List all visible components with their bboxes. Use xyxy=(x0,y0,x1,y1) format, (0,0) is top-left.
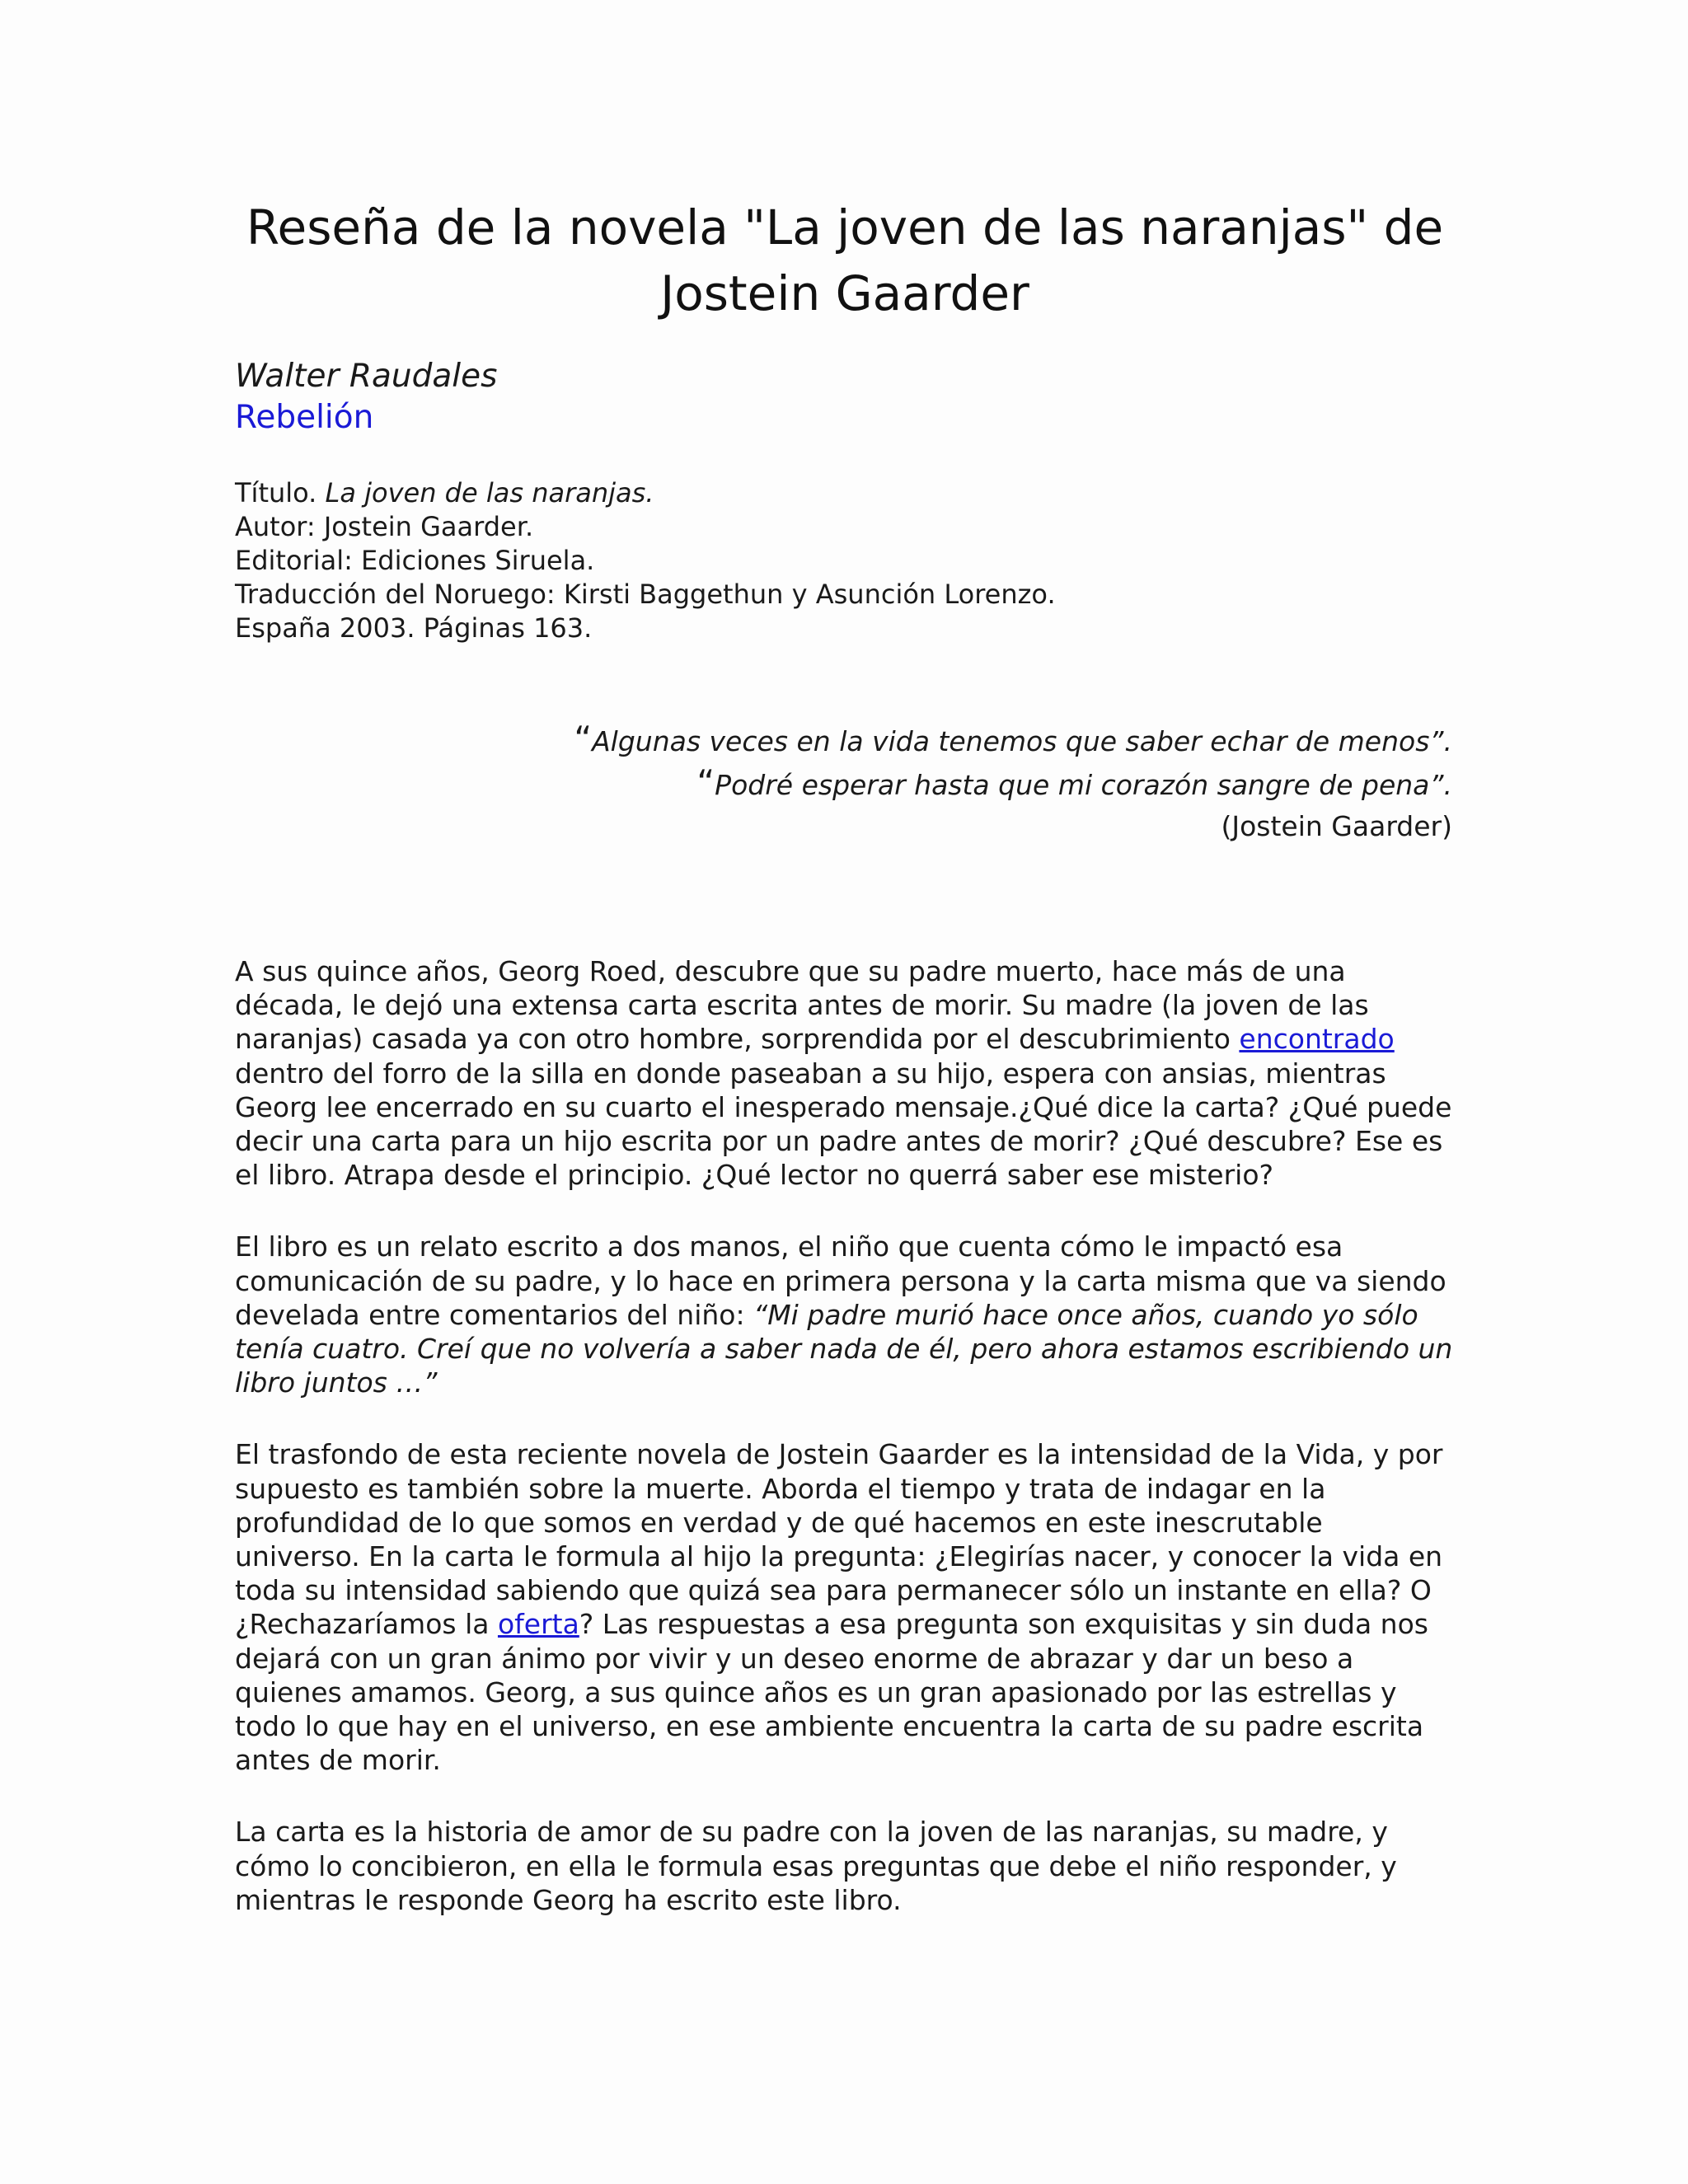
paragraph-3 xyxy=(235,1437,1455,1777)
meta-country-line: España 2003. Páginas 163. xyxy=(235,612,593,644)
meta-author-line: Autor: Jostein Gaarder. xyxy=(235,511,534,542)
paragraph-1-part-a: A sus quince años, Georg Roed, descubre que su padre muerto, hace más de una década, le dejó una extensa carta escrita antes de morir. Su madre (la joven de las naranjas) casada ya con otro hombre, sorprendida por el descubrimiento xyxy=(235,955,1369,1056)
link-oferta[interactable]: oferta xyxy=(497,1608,579,1641)
meta-translation-line: Traducción del Noruego: Kirsti Baggethun y Asunción Lorenzo. xyxy=(235,579,1056,610)
page-title-line-1: Reseña de la novela "La joven de las naranjas" de xyxy=(246,199,1444,255)
article-body xyxy=(235,954,1455,1955)
paragraph-1-part-b: dentro del forro de la silla en donde paseaban a su hijo, espera con ansias, mientras Georg lee encerrado en su cuarto el inesperado mensaje.¿Qué dice la carta? ¿Qué puede decir una carta para un hijo escrita por un padre antes de morir? ¿Qué descubre? Ese es el libro. Atrapa desde el principio. ¿Qué lector no querrá saber ese misterio? xyxy=(235,1057,1452,1192)
quote-open-mark: “ xyxy=(696,762,715,803)
author-name: Walter Raudales xyxy=(235,358,498,395)
paragraph-3-part-a: El trasfondo de esta reciente novela de Jostein Gaarder es la intensidad de la Vida, y por supuesto es también sobre la muerte. Aborda el tiempo y trata de indagar en la profundidad de lo que somos en verdad y de qué hacemos en este inescrutable universo. En la carta le formula al hijo la pregunta: ¿Elegirías nacer, y conocer la vida en toda su intensidad sabiendo que quizá sea para permanecer sólo un instante en ella? O ¿Rechazaríamos la xyxy=(235,1438,1443,1641)
paragraph-2 xyxy=(235,1230,1455,1399)
meta-publisher-line: Editorial: Ediciones Siruela. xyxy=(235,545,595,576)
paragraph-2-quote: “Mi padre murió hace once años, cuando yo sólo tenía cuatro. Creí que no volvería a saber nada de él, pero ahora estamos escribiendo un libro juntos …” xyxy=(235,1298,1453,1399)
page-title xyxy=(206,194,1484,326)
epigraph-attribution: (Jostein Gaarder) xyxy=(1221,810,1452,842)
quote-open-mark: “ xyxy=(574,719,593,759)
epigraph xyxy=(298,719,1452,847)
paragraph-1 xyxy=(235,954,1455,1192)
link-encontrado[interactable]: encontrado xyxy=(1239,1023,1395,1056)
paragraph-4: La carta es la historia de amor de su padre con la joven de las naranjas, su madre, y cómo lo concibieron, en ella le formula esas preguntas que debe el niño responder, y mientras le responde Georg ha escrito este libro. xyxy=(235,1816,1397,1916)
source-name: Rebelión xyxy=(235,399,374,436)
epigraph-quote-2 xyxy=(298,762,1452,806)
epigraph-quote-1 xyxy=(298,719,1452,762)
epigraph-quote-1-text: Algunas veces en la vida tenemos que saber echar de menos”. xyxy=(592,725,1452,757)
page-title-line-2: Jostein Gaarder xyxy=(660,265,1029,321)
book-metadata xyxy=(235,476,1056,645)
epigraph-quote-2-text: Podré esperar hasta que mi corazón sangre de pena”. xyxy=(715,769,1452,801)
meta-title-label: Título. xyxy=(235,477,326,509)
paragraph-2-part-a: El libro es un relato escrito a dos manos, el niño que cuenta cómo le impactó esa comunicación de su padre, y lo hace en primera persona y la carta misma que va siendo develada entre comentarios del niño: xyxy=(235,1230,1447,1331)
paragraph-3-part-b: ? Las respuestas a esa pregunta son exquisitas y sin duda nos dejará con un gran ánimo por vivir y un deseo enorme de abrazar y dar un beso a quienes amamos. Georg, a sus quince años es un gran apasionado por las estrellas y todo lo que hay en el universo, en ese ambiente encuentra la carta de su padre escrita antes de morir. xyxy=(235,1608,1428,1777)
meta-title-value: La joven de las naranjas. xyxy=(325,477,654,509)
meta-title-line xyxy=(235,476,1056,510)
